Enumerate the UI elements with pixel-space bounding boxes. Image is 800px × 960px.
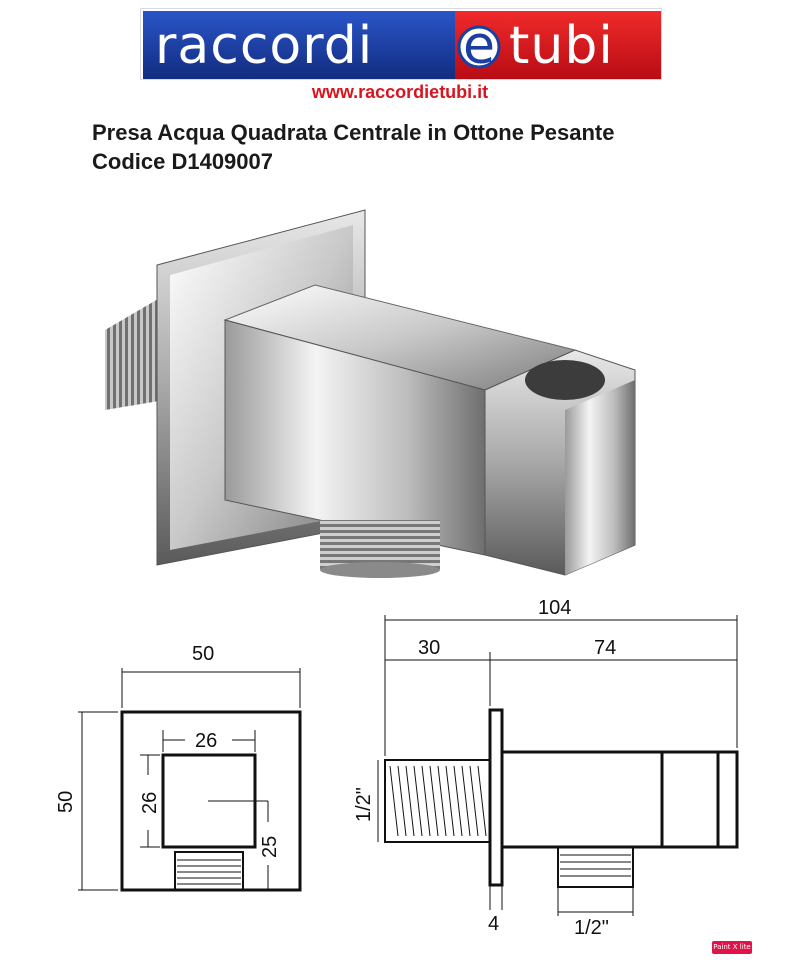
logo-part-e: e: [463, 16, 496, 76]
side-body: [502, 752, 737, 847]
logo-part-raccordi: raccordi: [155, 16, 374, 76]
dim-front-width: 50: [192, 643, 215, 665]
dim-total-length: 104: [538, 597, 572, 619]
dim-thread-outlet: 1/2": [574, 917, 609, 939]
app-badge: Paint X lite: [712, 941, 752, 954]
holder-side: [565, 380, 635, 575]
dim-plate: 4: [488, 913, 500, 935]
logo-part-tubi: tubi: [509, 16, 614, 76]
product-title: [92, 118, 614, 176]
brand-logo: [140, 8, 662, 80]
dim-body-length: 74: [594, 637, 617, 659]
product-title-line2: Codice D1409007: [92, 149, 273, 174]
logo-graphic: [141, 9, 663, 81]
product-title-line1: Presa Acqua Quadrata Centrale in Ottone Pesante: [92, 120, 615, 145]
dim-front-height: 50: [55, 790, 77, 813]
website-url[interactable]: www.raccordietubi.it: [311, 82, 489, 102]
dim-thread-inlet: 1/2": [353, 787, 375, 822]
dim-inner-width: 26: [195, 730, 218, 752]
dim-center: 25: [259, 835, 281, 858]
holder-opening: [525, 360, 605, 400]
left-thread: [105, 295, 165, 410]
technical-drawing: [0, 590, 800, 940]
bottom-thread-end: [320, 562, 440, 578]
dim-inner-height: 26: [139, 791, 161, 814]
side-plate: [490, 710, 502, 885]
product-photo: [95, 200, 655, 580]
side-outlet-thread: [558, 847, 633, 887]
dim-thread-length: 30: [418, 637, 441, 659]
